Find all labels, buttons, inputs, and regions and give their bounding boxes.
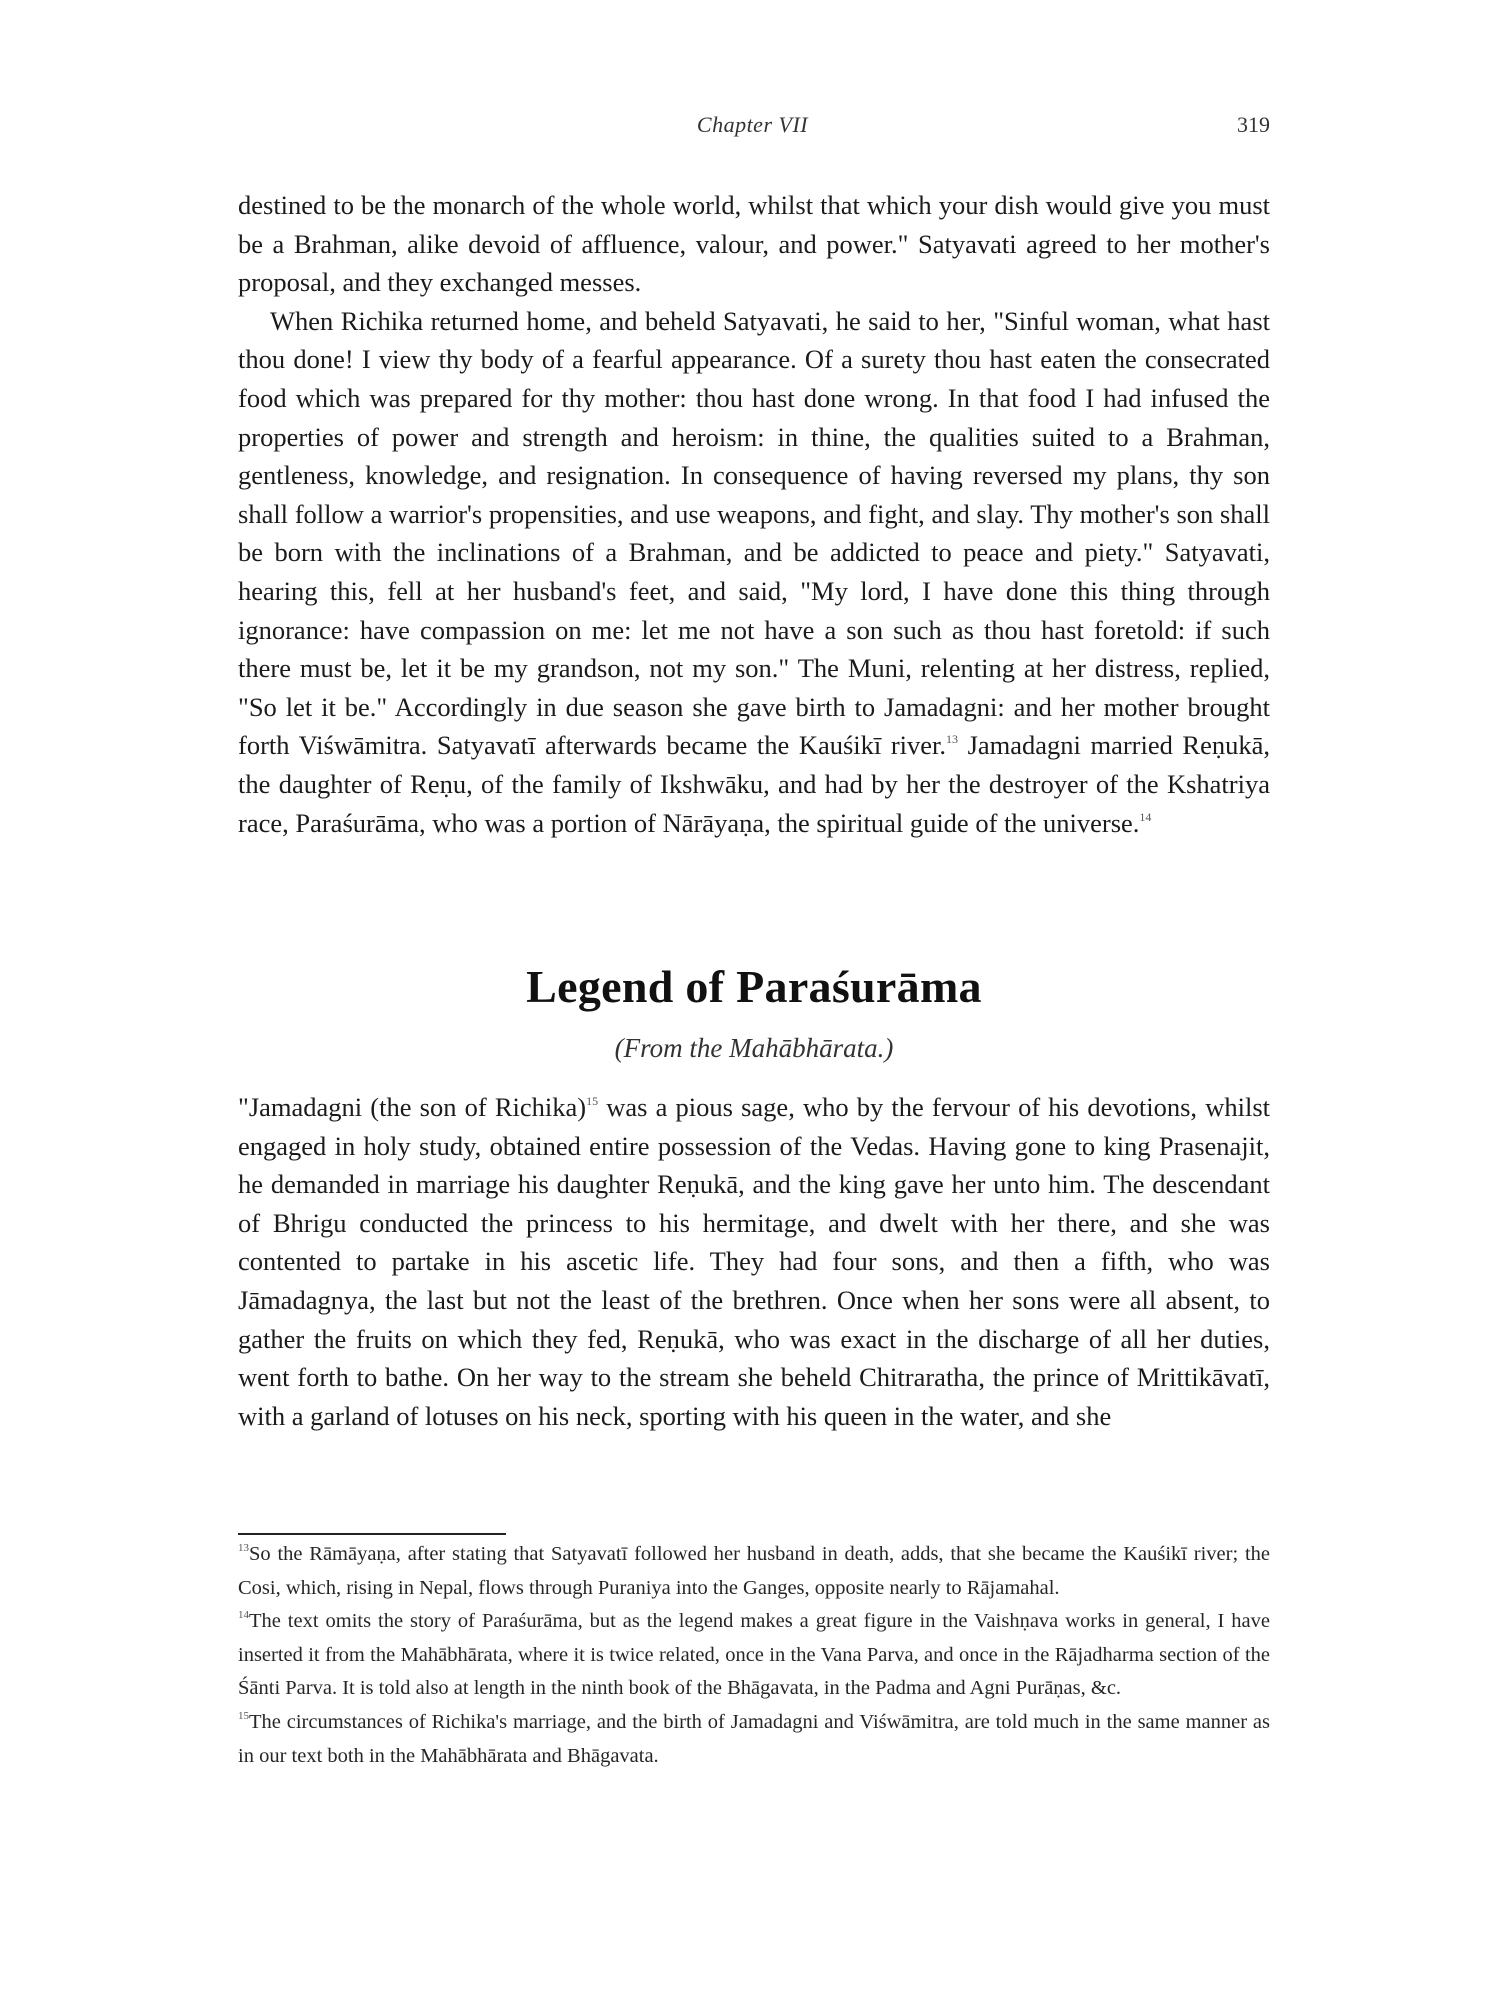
paragraph-richika-text-cont: Jamadagni married Reṇukā, the daughter of Reṇu, of the family of Ikshwāku, and had by her the destroyer of the Kshatriya race, Paraśurāma, who was a portion of Nārāyaṇa, the spiritual guide of the universe. <box>238 730 1271 838</box>
paragraph-continued: destined to be the monarch of the whole world, whilst that which your dish would give you must be a Brahman, alike devoid of affluence, valour, and power." Satyavati agreed to her mother's proposal, and they exchanged messes. <box>238 190 1270 298</box>
footnote-text: The text omits the story of Paraśurāma, but as the legend makes a great figure in the Vaishṇava works in general, I have inserted it from the Mahābhārata, where it is twice related, once in the Vana Parva, and once in the Rājadharma section of the Śānti Parva. It is told also at length in the ninth book of the Bhāgavata, in the Padma and Agni Purāṇas, &c. <box>238 1610 1270 1700</box>
running-title: Chapter VII <box>696 112 809 137</box>
footnote-number: 14 <box>238 1609 249 1622</box>
section-subheading: (From the Mahābhārata.) <box>614 1033 894 1063</box>
footnote-number: 15 <box>238 1709 249 1722</box>
running-head <box>235 112 1270 146</box>
paragraph-richika-text: When Richika returned home, and beheld Satyavati, he said to her, "Sinful woman, what hast thou done! I view thy body of a fearful appearance. Of a surety thou hast eaten the consecrated food which was prepared for thy mother: thou hast done wrong. In that food I had infused the properties of power and strength and heroism: in thine, the qualities suited to a Brahman, gentleness, knowledge, and resignation. In consequence of having reversed my plans, thy son shall follow a warrior's propensities, and use weapons, and fight, and slay. Thy mother's son shall be born with the inclinations of a Brahman, and be addicted to peace and piety." Satyavati, hearing this, fell at her husband's feet, and said, "My lord, I have done this thing through ignorance: have compassion on me: let me not have a son such as thou hast foretold: if such there must be, let it be my grandson, not my son." The Muni, relenting at her distress, replied, "So let it be." Accordingly in due season she gave birth to Jamadagni: and her mother brought forth Viśwāmitra. Satyavatī afterwards became the Kauśikī river. <box>238 305 1270 761</box>
paragraph-richika <box>238 302 1270 842</box>
footnote-text: So the Rāmāyaṇa, after stating that Satyavatī followed her husband in death, adds, that she became the Kauśikī river; the Cosi, which, rising in Nepal, flows through Puraniya into the Ganges, opposite nearly to Rājamahal. <box>238 1543 1270 1599</box>
body-text-legend <box>238 1088 1270 1435</box>
footnote-13 <box>238 1538 1270 1605</box>
footnote-divider <box>238 1533 506 1535</box>
section-heading: Legend of Paraśurāma <box>526 961 982 1012</box>
footnote-15 <box>238 1706 1270 1773</box>
footnote-14 <box>238 1605 1270 1706</box>
paragraph-jamadagni-text: "Jamadagni (the son of Richika) <box>238 1092 587 1122</box>
footnote-number: 13 <box>238 1542 249 1554</box>
paragraph-jamadagni-text-cont: was a pious sage, who by the fervour of his devotions, whilst engaged in holy study, obtained entire possession of the Vedas. Having gone to king Prasenajit, he demanded in marriage his daughter Reṇukā, and the king gave her unto him. The descendant of Bhrigu conducted the princess to his hermitage, and dwelt with her there, and she was contented to partake in his ascetic life. They had four sons, and then a fifth, who was Jāmadagnya, the last but not the least of the brethren. Once when her sons were all absent, to gather the fruits on which they fed, Reṇukā, who was exact in the discharge of all her duties, went forth to bathe. On her way to the stream she beheld Chitraratha, the prince of Mrittikāvatī, with a garland of lotuses on his neck, sporting with his queen in the water, and she <box>238 1092 1270 1431</box>
paragraph-jamadagni <box>238 1088 1270 1435</box>
footnote-ref-14[interactable]: 14 <box>1139 809 1152 824</box>
footnote-text: The circumstances of Richika's marriage, and the birth of Jamadagni and Viśwāmitra, are told much in the same manner as in our text both in the Mahābhārata and Bhāgavata. <box>238 1710 1270 1767</box>
page-number: 319 <box>1237 112 1270 137</box>
body-text-top <box>238 186 1270 842</box>
footnote-ref-13[interactable]: 13 <box>946 732 959 747</box>
footnote-ref-15[interactable]: 15 <box>586 1094 599 1108</box>
footnotes <box>238 1538 1270 1773</box>
